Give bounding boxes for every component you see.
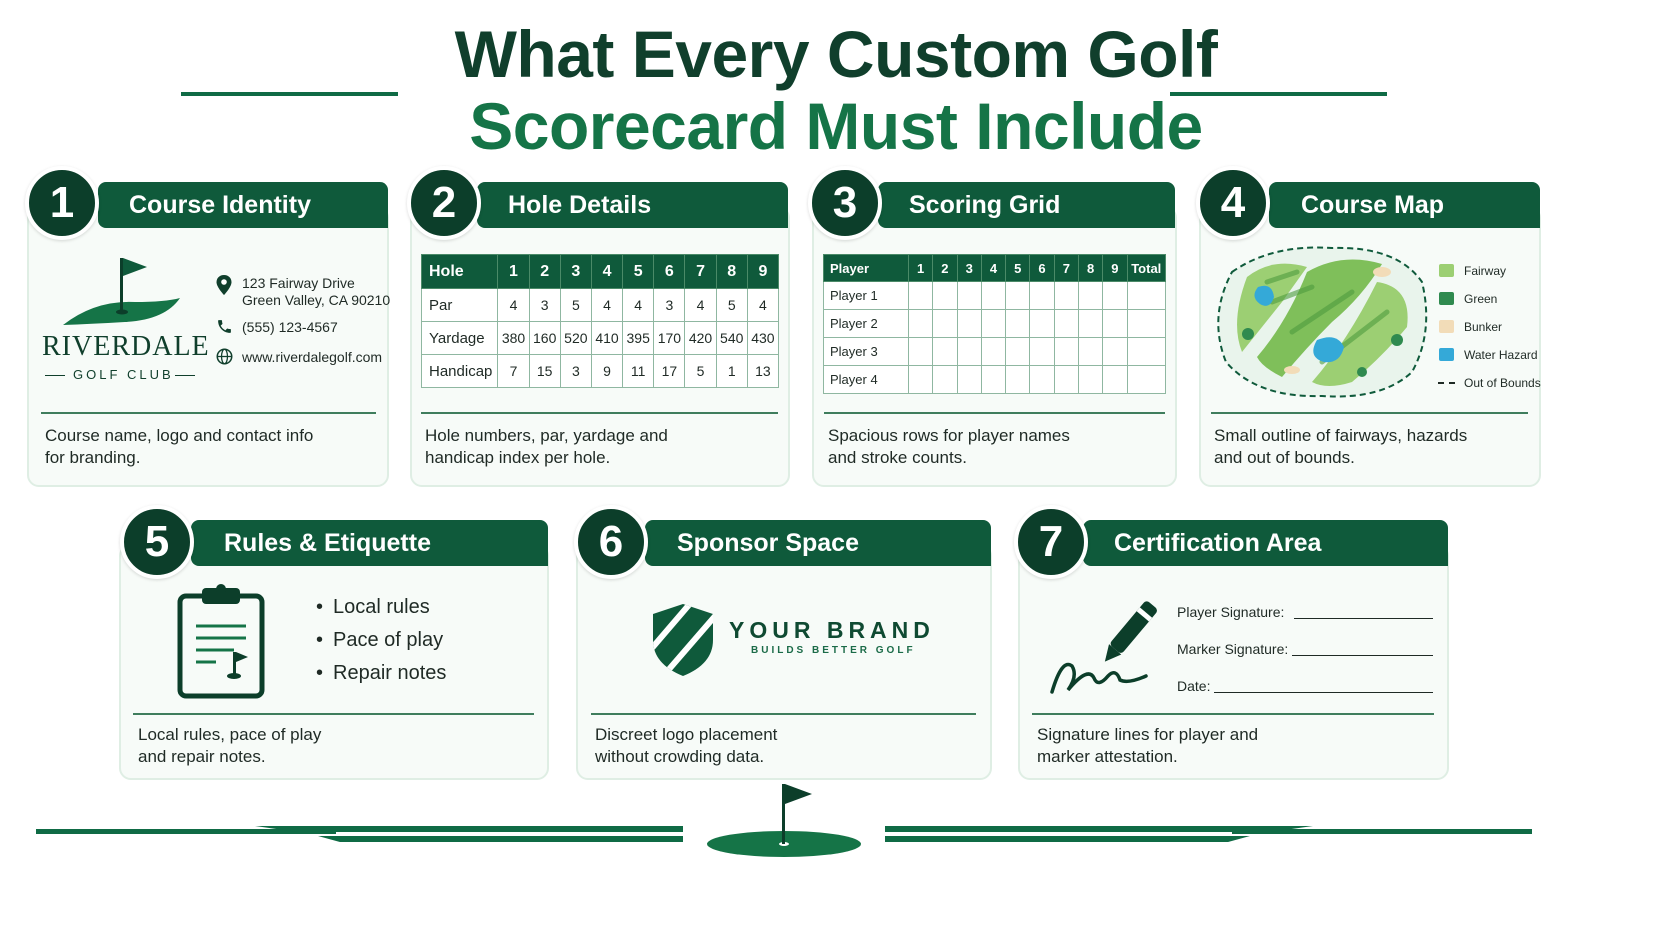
table-cell: 170	[654, 322, 685, 355]
address-line-1: 123 Fairway Drive	[242, 275, 355, 291]
table-cell: 420	[685, 322, 716, 355]
score-cell[interactable]	[981, 310, 1005, 338]
address-line-2: Green Valley, CA 90210	[242, 292, 391, 308]
score-cell[interactable]	[933, 338, 957, 366]
card-header	[645, 520, 991, 566]
table-cell: Handicap	[422, 355, 498, 388]
table-cell: 1	[716, 355, 747, 388]
total-cell[interactable]	[1127, 310, 1165, 338]
desc-line-2: for branding.	[45, 448, 141, 467]
marker-signature-line[interactable]	[1292, 655, 1433, 656]
step-number: 1	[25, 166, 99, 240]
location-pin-icon	[216, 275, 232, 295]
desc-line-2: marker attestation.	[1037, 747, 1178, 766]
table-cell: 5	[560, 289, 591, 322]
card-title: Sponsor Space	[677, 529, 859, 557]
card-description	[425, 425, 775, 469]
legend-item: Fairway	[1464, 264, 1507, 278]
table-header-cell: 9	[747, 255, 778, 289]
desc-line-1: Hole numbers, par, yardage and	[425, 426, 668, 445]
logo-sub-rule-right	[175, 375, 195, 376]
legend-item: Green	[1464, 292, 1498, 306]
date-line[interactable]	[1214, 692, 1433, 693]
score-cell[interactable]	[1006, 310, 1030, 338]
card-description	[45, 425, 375, 469]
table-cell: 4	[623, 289, 654, 322]
score-cell[interactable]	[908, 366, 932, 394]
footer-stripe-right-2	[885, 836, 1250, 842]
scoring-grid-table	[823, 254, 1166, 394]
sponsor-brand-name: YOUR BRAND	[729, 617, 935, 643]
desc-line-1: Small outline of fairways, hazards	[1214, 426, 1468, 445]
pen-signature-icon	[1048, 596, 1160, 698]
score-cell[interactable]	[1054, 310, 1078, 338]
table-header-row	[824, 255, 1166, 282]
desc-line-1: Discreet logo placement	[595, 725, 778, 744]
table-cell: 410	[591, 322, 622, 355]
card-description	[1214, 425, 1534, 469]
desc-line-2: without crowding data.	[595, 747, 765, 766]
footer-flag-icon	[704, 780, 864, 860]
desc-line-1: Local rules, pace of play	[138, 725, 322, 744]
table-header-cell: Total	[1127, 255, 1165, 282]
card-title: Rules & Etiquette	[224, 529, 431, 557]
table-cell: 520	[560, 322, 591, 355]
step-number: 4	[1196, 166, 1270, 240]
score-cell[interactable]	[1006, 338, 1030, 366]
table-header-cell: 1	[498, 255, 529, 289]
table-cell: 15	[529, 355, 560, 388]
table-row	[422, 289, 779, 322]
score-cell[interactable]	[933, 310, 957, 338]
desc-line-1: Spacious rows for player names	[828, 426, 1070, 445]
score-cell[interactable]	[1103, 338, 1127, 366]
total-cell[interactable]	[1127, 366, 1165, 394]
score-cell[interactable]	[1006, 366, 1030, 394]
table-cell: 430	[747, 322, 778, 355]
card-header	[878, 182, 1175, 228]
table-cell: Yardage	[422, 322, 498, 355]
table-row	[824, 310, 1166, 338]
table-header-cell: 3	[957, 255, 981, 282]
table-row	[422, 322, 779, 355]
score-cell[interactable]	[1054, 366, 1078, 394]
score-cell[interactable]	[1054, 282, 1078, 310]
legend-swatch-fairway	[1439, 264, 1454, 277]
card-divider	[1032, 713, 1434, 715]
card-description	[138, 724, 518, 768]
date-label: Date:	[1177, 678, 1211, 694]
table-cell: 395	[623, 322, 654, 355]
shield-icon	[650, 602, 716, 678]
card-title: Scoring Grid	[909, 191, 1061, 219]
table-row	[824, 366, 1166, 394]
table-cell: 3	[654, 289, 685, 322]
legend-swatch-green	[1439, 292, 1454, 305]
card-divider	[421, 412, 778, 414]
table-cell: 4	[685, 289, 716, 322]
table-cell: 17	[654, 355, 685, 388]
logo-name: RIVERDALE	[42, 331, 210, 362]
step-number: 6	[574, 505, 648, 579]
table-header-cell: 2	[529, 255, 560, 289]
table-cell: 5	[685, 355, 716, 388]
table-header-cell: 4	[981, 255, 1005, 282]
table-header-cell: 1	[908, 255, 932, 282]
table-cell: 4	[747, 289, 778, 322]
table-header-cell: 5	[1006, 255, 1030, 282]
table-header-row	[422, 255, 779, 289]
table-header-cell: 8	[716, 255, 747, 289]
table-header-cell: 7	[1054, 255, 1078, 282]
score-cell[interactable]	[1078, 282, 1102, 310]
table-cell: 5	[716, 289, 747, 322]
clipboard-icon	[176, 582, 266, 700]
score-cell[interactable]	[1103, 366, 1127, 394]
score-cell[interactable]	[981, 338, 1005, 366]
legend-item: Water Hazard	[1464, 348, 1538, 362]
desc-line-1: Course name, logo and contact info	[45, 426, 314, 445]
card-divider	[133, 713, 534, 715]
rules-list	[316, 591, 446, 690]
marker-signature-label: Marker Signature:	[1177, 641, 1289, 657]
card-title: Hole Details	[508, 191, 652, 219]
table-header-cell: 9	[1103, 255, 1127, 282]
list-item: • Pace of play	[316, 624, 446, 657]
score-cell[interactable]	[1078, 310, 1102, 338]
score-cell[interactable]	[1030, 282, 1054, 310]
table-header-cell: 6	[1030, 255, 1054, 282]
legend-item: Bunker	[1464, 320, 1503, 334]
desc-line-2: and repair notes.	[138, 747, 266, 766]
table-cell: 540	[716, 322, 747, 355]
player-signature-line[interactable]	[1294, 618, 1433, 619]
table-header-cell: 3	[560, 255, 591, 289]
table-cell: 9	[591, 355, 622, 388]
table-row	[824, 282, 1166, 310]
table-cell: Par	[422, 289, 498, 322]
total-cell[interactable]	[1127, 282, 1165, 310]
table-cell: 160	[529, 322, 560, 355]
table-cell: 11	[623, 355, 654, 388]
card-divider	[824, 412, 1165, 414]
score-cell[interactable]	[933, 366, 957, 394]
score-cell[interactable]	[981, 366, 1005, 394]
title-line-1: What Every Custom Golf	[454, 17, 1218, 91]
card-header	[191, 520, 548, 566]
table-header-cell: 2	[933, 255, 957, 282]
score-cell[interactable]	[1078, 366, 1102, 394]
table-row	[824, 338, 1166, 366]
score-cell[interactable]	[908, 338, 932, 366]
page-title	[0, 18, 1672, 162]
card-description	[828, 425, 1168, 469]
table-cell: 13	[747, 355, 778, 388]
course-map-icon	[1212, 242, 1430, 402]
player-name-cell: Player 3	[824, 338, 909, 366]
table-header-cell: Player	[824, 255, 909, 282]
sponsor-tagline: BUILDS BETTER GOLF	[751, 645, 916, 656]
phone-icon	[216, 318, 233, 335]
website-link[interactable]: www.riverdalegolf.com	[242, 349, 383, 365]
score-cell[interactable]	[957, 310, 981, 338]
player-name-cell: Player 4	[824, 366, 909, 394]
table-header-cell: 8	[1078, 255, 1102, 282]
footer-stripe-right-1	[885, 826, 1313, 832]
globe-icon	[216, 348, 233, 365]
score-cell[interactable]	[1030, 366, 1054, 394]
table-cell: 3	[529, 289, 560, 322]
table-row	[422, 355, 779, 388]
desc-line-2: and stroke counts.	[828, 448, 967, 467]
score-cell[interactable]	[1030, 338, 1054, 366]
score-cell[interactable]	[1030, 310, 1054, 338]
legend-swatch-out-of-bounds	[1438, 382, 1455, 384]
step-number: 5	[120, 505, 194, 579]
card-divider	[591, 713, 976, 715]
table-cell: 4	[591, 289, 622, 322]
card-description	[595, 724, 975, 768]
legend-item: Out of Bounds	[1464, 376, 1541, 390]
player-name-cell: Player 1	[824, 282, 909, 310]
table-cell: 4	[498, 289, 529, 322]
score-cell[interactable]	[957, 338, 981, 366]
table-header-cell: Hole	[422, 255, 498, 289]
desc-line-2: handicap index per hole.	[425, 448, 611, 467]
card-description	[1037, 724, 1427, 768]
legend-swatch-bunker	[1439, 320, 1454, 333]
table-cell: 3	[560, 355, 591, 388]
score-cell[interactable]	[1078, 338, 1102, 366]
score-cell[interactable]	[957, 282, 981, 310]
score-cell[interactable]	[908, 310, 932, 338]
footer-stripe-left-1	[255, 826, 683, 832]
table-header-cell: 6	[654, 255, 685, 289]
table-cell: 7	[498, 355, 529, 388]
score-cell[interactable]	[957, 366, 981, 394]
title-line-2: Scorecard Must Include	[469, 89, 1203, 163]
score-cell[interactable]	[1006, 282, 1030, 310]
score-cell[interactable]	[1054, 338, 1078, 366]
footer-stripe-left-2	[318, 836, 683, 842]
card-title: Course Identity	[129, 191, 311, 219]
table-cell: 380	[498, 322, 529, 355]
list-item: • Repair notes	[316, 657, 446, 690]
card-header	[1269, 182, 1540, 228]
list-item: • Local rules	[316, 591, 446, 624]
logo-sub-rule-left	[45, 375, 65, 376]
card-header	[477, 182, 788, 228]
card-divider	[1211, 412, 1528, 414]
phone-number: (555) 123-4567	[242, 319, 338, 335]
desc-line-1: Signature lines for player and	[1037, 725, 1259, 744]
card-header	[1083, 520, 1448, 566]
card-header	[98, 182, 388, 228]
score-cell[interactable]	[981, 282, 1005, 310]
card-title: Certification Area	[1114, 529, 1322, 557]
flag-logo-icon	[55, 250, 185, 330]
table-header-cell: 5	[623, 255, 654, 289]
table-header-cell: 7	[685, 255, 716, 289]
total-cell[interactable]	[1127, 338, 1165, 366]
score-cell[interactable]	[908, 282, 932, 310]
table-header-cell: 4	[591, 255, 622, 289]
desc-line-2: and out of bounds.	[1214, 448, 1355, 467]
card-divider	[41, 412, 376, 414]
step-number: 7	[1014, 505, 1088, 579]
score-cell[interactable]	[1103, 310, 1127, 338]
step-number: 2	[407, 166, 481, 240]
score-cell[interactable]	[933, 282, 957, 310]
card-title: Course Map	[1301, 191, 1445, 219]
player-signature-label: Player Signature:	[1177, 604, 1285, 620]
player-name-cell: Player 2	[824, 310, 909, 338]
logo-sub: GOLF CLUB	[73, 367, 174, 382]
hole-details-table	[421, 254, 779, 388]
score-cell[interactable]	[1103, 282, 1127, 310]
step-number: 3	[808, 166, 882, 240]
legend-swatch-water	[1439, 348, 1454, 361]
